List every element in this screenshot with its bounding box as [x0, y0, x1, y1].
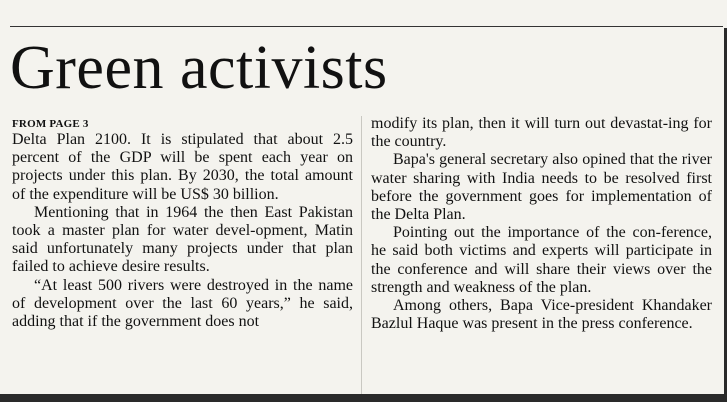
- left-paragraph-1: Delta Plan 2100. It is stipulated that about 2.5 percent of the GDP will be spent each year on projects under this plan. By 2030, the total amount of the expenditure will be US$ 30 billion.: [12, 131, 353, 203]
- left-paragraph-3: “At least 500 rivers were destroyed in the name of development over the last 60 years,” he said, adding that if the government does not: [12, 276, 353, 331]
- right-paragraph-3: Pointing out the importance of the con-ference, he said both victims and experts will participate in the conference and will share their views over the strength and weakness of the plan.: [371, 224, 712, 296]
- top-rule: [10, 26, 723, 27]
- page-top-strip: [0, 0, 727, 6]
- headline: Green activists: [10, 34, 388, 102]
- right-paragraph-2: Bapa's general secretary also opined that the river water sharing with India needs to be resolved first before the government goes for implementation of the Delta Plan.: [371, 151, 712, 224]
- bottom-page-edge: [0, 394, 727, 402]
- column-divider: [361, 116, 362, 394]
- continuation-label: FROM PAGE 3: [12, 118, 89, 130]
- left-column: [12, 131, 353, 331]
- left-paragraph-2: Mentioning that in 1964 the then East Pakistan took a master plan for water devel-opment, Matin said unfortunately many projects under that plan failed to achieve desire results.: [12, 203, 353, 276]
- right-column: [371, 115, 712, 333]
- right-paragraph-4: Among others, Bapa Vice-president Khandaker Bazlul Haque was present in the press conference.: [371, 297, 712, 333]
- right-paragraph-1: modify its plan, then it will turn out devastat-ing for the country.: [371, 115, 712, 151]
